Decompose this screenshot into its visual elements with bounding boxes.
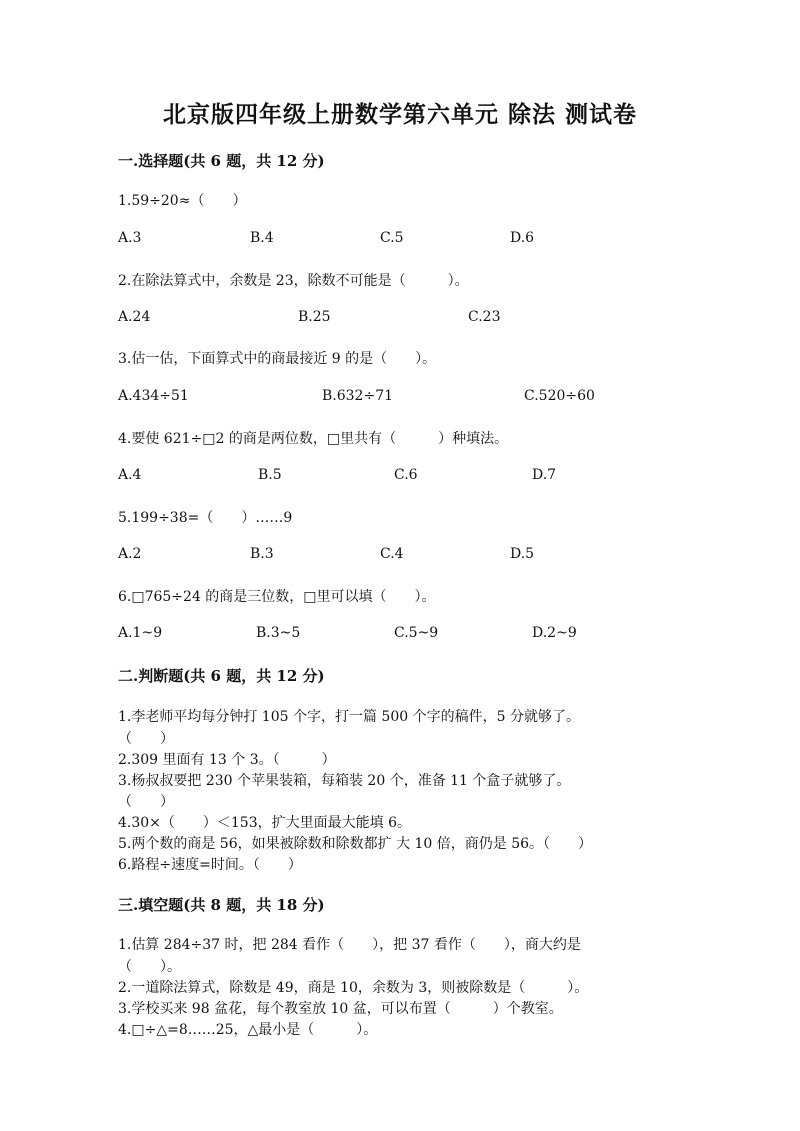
option-b: B.3~5 [256, 625, 301, 641]
question-choice-6: 6.□765÷24 的商是三位数，□里可以填（ ）。 [118, 589, 436, 605]
judge-line: 5.两个数的商是 56，如果被除数和除数都扩 大 10 倍，商仍是 56。（ ） [118, 836, 593, 852]
option-d: D.5 [510, 546, 535, 562]
fill-line: 4.□÷△=8……25，△最小是（ ）。 [118, 1022, 378, 1038]
option-c: C.520÷60 [524, 388, 595, 404]
option-d: D.6 [510, 230, 535, 246]
option-d: D.7 [532, 467, 557, 483]
option-b: B.3 [250, 546, 274, 562]
option-a: A.434÷51 [118, 388, 189, 404]
judge-line: （ ） [118, 731, 174, 747]
page-title: 北京版四年级上册数学第六单元 除法 测试卷 [162, 101, 637, 128]
option-a: A.4 [118, 467, 142, 483]
section-heading-judge: 二.判断题(共 6 题，共 12 分) [118, 667, 325, 685]
option-c: C.23 [468, 309, 501, 325]
option-c: C.4 [380, 546, 404, 562]
fill-line: 1.估算 284÷37 时，把 284 看作（ ），把 37 看作（ ），商大约是 [118, 937, 581, 953]
section-heading-fill: 三.填空题(共 8 题，共 18 分) [118, 896, 325, 914]
fill-line: （ ）。 [118, 959, 181, 975]
fill-line: 3.学校买来 98 盆花，每个教室放 10 盆，可以布置（ ）个教室。 [118, 1001, 563, 1017]
option-c: C.6 [394, 467, 418, 483]
option-b: B.4 [250, 230, 274, 246]
option-b: B.632÷71 [322, 388, 394, 404]
option-b: B.5 [258, 467, 282, 483]
question-choice-2: 2.在除法算式中，余数是 23，除数不可能是（ ）。 [118, 273, 469, 289]
option-a: A.3 [118, 230, 142, 246]
option-c: C.5 [380, 230, 404, 246]
judge-line: 4.30×（ ）＜153，扩大里面最大能填 6。 [118, 815, 411, 831]
question-choice-5: 5.199÷38=（ ）……9 [118, 510, 293, 526]
question-choice-1: 1.59÷20≈（ ） [118, 193, 247, 209]
question-choice-3: 3.估一估，下面算式中的商最接近 9 的是（ ）。 [118, 351, 437, 367]
judge-line: 2.309 里面有 13 个 3。（ ） [118, 752, 336, 768]
judge-line: 3.杨叔叔要把 230 个苹果装箱，每箱装 20 个，准备 11 个盒子就够了。 [118, 773, 571, 789]
judge-line: （ ） [118, 794, 174, 810]
option-d: D.2~9 [532, 625, 577, 641]
option-a: A.2 [118, 546, 142, 562]
option-b: B.25 [298, 309, 331, 325]
option-a: A.1~9 [118, 625, 163, 641]
judge-line: 6.路程÷速度=时间。（ ） [118, 857, 302, 873]
option-a: A.24 [118, 309, 151, 325]
question-choice-4: 4.要使 621÷□2 的商是两位数，□里共有（ ）种填法。 [118, 431, 509, 447]
section-heading-choice: 一.选择题(共 6 题，共 12 分) [118, 152, 325, 170]
judge-line: 1.李老师平均每分钟打 105 个字，打一篇 500 个字的稿件，5 分就够了。 [118, 709, 580, 725]
option-c: C.5~9 [394, 625, 439, 641]
fill-line: 2.一道除法算式，除数是 49，商是 10，余数为 3，则被除数是（ ）。 [118, 980, 589, 996]
